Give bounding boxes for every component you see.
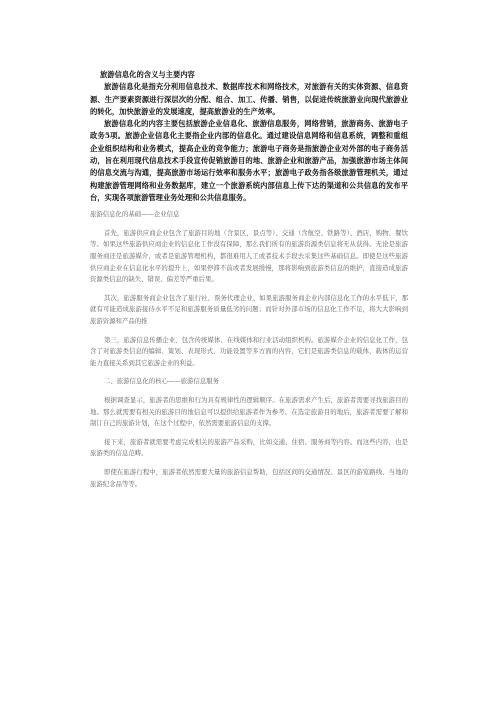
section2-paragraph-2: 接下来，旅游者就需要考虑完成相关的旅游产品采购，比如交通、住宿、服务商等内容。而这些内容，也是旅游类的信息范畴。 bbox=[90, 437, 408, 458]
definition-paragraph: 旅游信息化是指充分利用信息技术、数据库技术和网络技术，对旅游有关的实体资源、信息资源、生产要素资源进行深层次的分配、组合、加工、传播、销售，以促进传统旅游业向现代旅游业的转化，加快旅游业的发展速度，提高旅游业的生产效率。 bbox=[90, 82, 408, 116]
document-page bbox=[90, 69, 408, 490]
section1-paragraph-2: 其次，旅游服务商企业包含了旅行社、票务代理企业、如果旅游服务商企业内部信息化工作的水平低下，那就有可能造成旅游接待水平不足和旅游服务质量低劣的问题；而针对外部市场的信息化工作不足，将大大影响到旅游资源和产品的推 bbox=[90, 293, 408, 326]
section2-paragraph-1: 根据调查显示，旅游者的思维和行为具有规律性的逻辑顺序。在旅游需求产生后，旅游者需要寻找旅游目的地。那么就需要有相关的旅游目的地信息可以提供给旅游者作为参考。在选定旅游目的地后，旅游者需要了解和制订自己的旅游计划，在这个过程中，依然需要旅游信息的支撑。 bbox=[90, 395, 408, 428]
section1-paragraph-3: 第三，旅游信息传播企业，包含传统媒体、在线媒体和行业活动组织机构。旅游媒介企业的信息化工作，包含了对旅游类信息的编辑、策划、表现形式、功能设置等多方面的内容，它们是旅游类信息的载体，载体的运营能力直接关系到其它旅游企业的利益。 bbox=[90, 335, 408, 367]
section2-paragraph-3: 即使在旅游行程中，旅游者依然需要大量的旅游信息帮助，包括区间的交通情况、景区的游览路线、当地的旅游纪念品等等。 bbox=[90, 467, 408, 488]
section1-paragraph-1: 首先，旅游供应商企业包含了旅游目的地（含景区、景点等）、交通（含航空、铁路等）、酒店、购物、餐饮等。如果这些旅游供应商企业的信息化工作没有保障，那么我们所有的旅游资源类信息将无从获得。无论是旅游服务商还是旅游媒介，或者是旅游管理机构，都很难用人工或者技术手段去采集这些基础信息。即使是这些旅游供应商企业在信息化水平的提升上，如果停滞不前或者发展缓慢，那将影响到旅游类信息的维护，直接造成旅游资源类信息的缺失、错误、偏差等严重后果。 bbox=[90, 228, 408, 284]
section1-heading: 旅游信息化的基础——企业信息 bbox=[90, 210, 180, 219]
section2-heading: 二、旅游信息化的核心——旅游信息服务 bbox=[104, 377, 220, 386]
document-title: 旅游信息化的含义与主要内容 bbox=[100, 70, 195, 79]
content-summary-paragraph: 旅游信息化的内容主要包括旅游企业信息化、旅游信息服务，网络营销，旅游商务、旅游电子政务5项。旅游企业信息化主要指企业内部的信息化。通过建设信息网络和信息系统，调整和重组企业组织结构和业务模式，提高企业的竞争能力；旅游电子商务是指旅游企业对外部的电子商务活动，旨在利用现代信息技术手段宣传促销旅游目的地、旅游企业和旅游产品，加强旅游市场主体间的信息交流与沟通，提高旅游市场运行效率和服务水平；旅游电子政务指各级旅游管理机关，通过构建旅游管理网络和业务数据库，建立一个旅游系统内部信息上传下达的渠道和公共信息的发布平台，实现各项旅游管理业务处理和公共信息服务。 bbox=[90, 119, 408, 202]
